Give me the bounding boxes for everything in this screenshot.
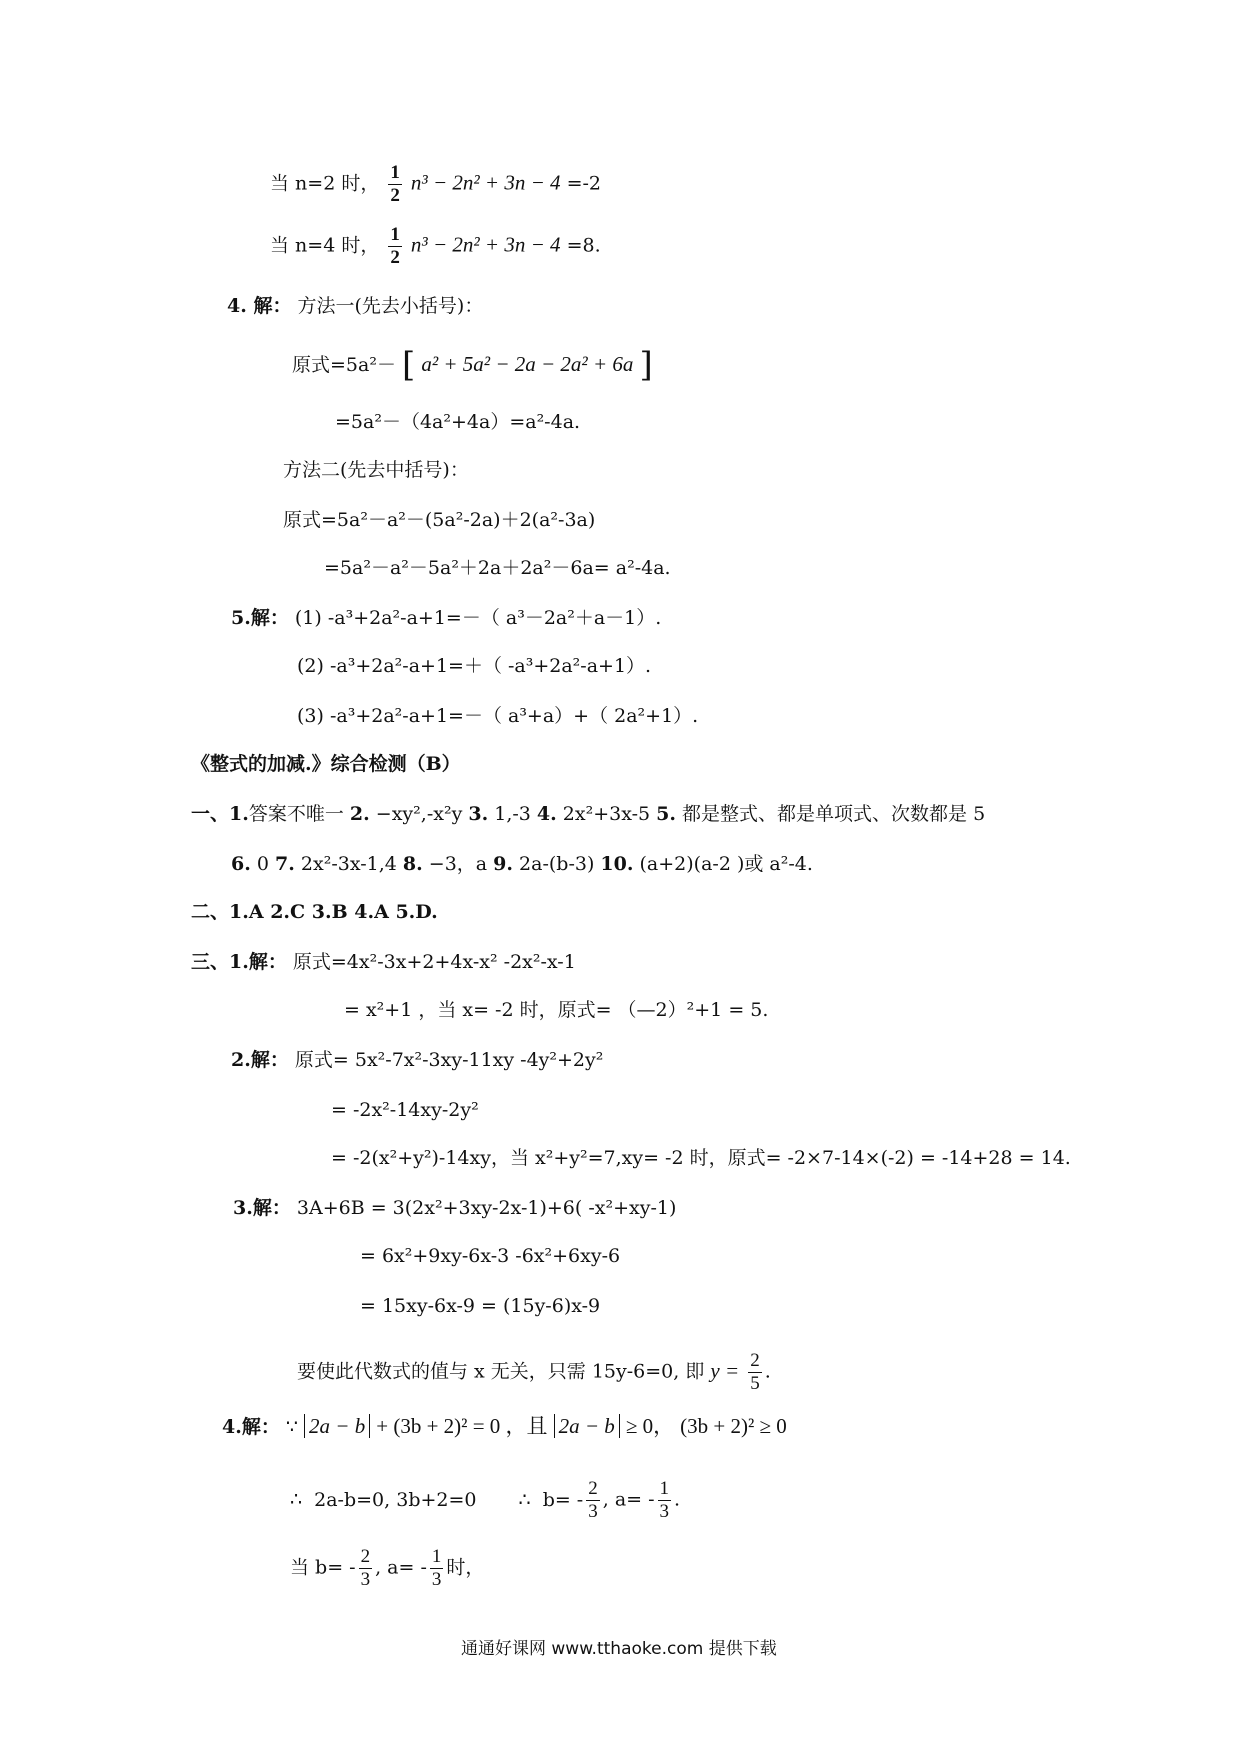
answer-4-method-2-step-2: =5a²－a²－5a²＋2a＋2a²－6a= a²-4a.: [324, 557, 671, 579]
part-3-q1-step-1: 三、1.解： 原式=4x²-3x+2+4x-x² -2x²-x-1: [191, 951, 576, 973]
answer-4-method-2-step-1: 原式=5a²－a²－(5a²-2a)＋2(a²-3a): [283, 509, 596, 531]
part-3-q2-step-2: = -2x²-14xy-2y²: [331, 1099, 479, 1121]
absolute-value: 2a − b: [554, 1414, 620, 1438]
page-footer: 通通好课网 www.tthaoke.com 提供下载: [461, 1639, 777, 1659]
answer-4-method-1-step-2: =5a²－（4a²+4a）=a²-4a.: [335, 411, 581, 433]
answer-4-method-2-heading: 方法二(先去中括号)：: [283, 459, 469, 481]
answer-5-part-3: (3) -a³+2a²-a+1=－（ a³+a）+（ 2a²+1）.: [297, 705, 699, 727]
section-heading: 《整式的加减.》综合检测（B）: [191, 753, 461, 775]
fraction-two-thirds: $\frac{2}{3}$: [360, 1546, 371, 1590]
fraction-one-third: $\frac{1}{3}$: [659, 1478, 670, 1522]
part-3-q4-therefore: ∴ 2a-b=0, 3b+2=0 ∴ b= - $\frac{2}{3}$ , a= - $\frac{1}{3}$ .: [290, 1478, 681, 1522]
answer-4-method-1-heading: 4. 解： 方法一(先去小括号)：: [227, 295, 484, 317]
answer-3-line-n2: 当 n=2 时， $\frac{1}{2}$ n³ − 2n² + 3n − 4 =-2: [270, 162, 602, 206]
fraction-two-thirds: $\frac{2}{3}$: [588, 1478, 598, 1522]
part-2-answers: 二、1.A 2.C 3.B 4.A 5.D.: [191, 901, 438, 923]
because-symbol: ∵: [285, 1416, 298, 1438]
part-3-q4-given: 4.解： ∵ 2a − b + (3b + 2)² = 0 ，且 2a − b ≥ 0， (3b + 2)² ≥ 0: [222, 1414, 787, 1438]
fraction-one-half: $\frac{1}{2}$: [390, 162, 400, 206]
absolute-value: 2a − b: [304, 1414, 370, 1438]
answer-3-line-n4: 当 n=4 时， $\frac{1}{2}$ n³ − 2n² + 3n − 4 =8.: [270, 224, 601, 268]
part-3-q3-step-1: 3.解： 3A+6B = 3(2x²+3xy-2x-1)+6( -x²+xy-1): [233, 1197, 677, 1219]
therefore-symbol: ∴: [290, 1488, 303, 1511]
answer-4-method-1-step-1: 原式=5a²－ [ a² + 5a² − 2a − 2a² + 6a ]: [292, 345, 653, 385]
part-1-answers-line-1: 一、1.答案不唯一 2. −xy²,-x²y 3. 1,-3 4. 2x²+3x-5 5. 都是整式、都是单项式、次数都是 5: [191, 803, 986, 825]
fraction-one-half: $\frac{1}{2}$: [390, 224, 400, 268]
part-3-q4-when: 当 b= - $\frac{2}{3}$ , a= - $\frac{1}{3}$ 时，: [290, 1546, 485, 1590]
part-1-answers-line-2: 6. 0 7. 2x²-3x-1,4 8. −3，a 9. 2a-(b-3) 10. (a+2)(a-2 )或 a²-4.: [231, 853, 813, 875]
part-3-q3-conclusion: 要使此代数式的值与 x 无关，只需 15y-6=0, 即 y = $\frac{2}{5}$ .: [297, 1350, 771, 1394]
therefore-symbol: ∴: [518, 1488, 531, 1511]
part-3-q1-step-2: = x²+1 ，当 x= -2 时，原式= （—2）²+1 = 5.: [344, 999, 769, 1021]
part-3-q3-step-2: = 6x²+9xy-6x-3 -6x²+6xy-6: [360, 1245, 621, 1267]
part-3-q3-step-3: = 15xy-6x-9 = (15y-6)x-9: [360, 1295, 601, 1317]
answer-5-part-2: (2) -a³+2a²-a+1=＋（ -a³+2a²-a+1）.: [297, 655, 652, 677]
part-3-q2-step-3: = -2(x²+y²)-14xy，当 x²+y²=7,xy= -2 时，原式= -2×7-14×(-2) = -14+28 = 14.: [331, 1147, 1071, 1169]
fraction-two-fifths: $\frac{2}{5}$: [750, 1350, 760, 1394]
fraction-one-third: $\frac{1}{3}$: [431, 1546, 442, 1590]
answer-5-part-1: 5.解： (1) -a³+2a²-a+1=－（ a³－2a²＋a－1）.: [231, 607, 662, 629]
part-3-q2-step-1: 2.解： 原式= 5x²-7x²-3xy-11xy -4y²+2y²: [231, 1049, 604, 1071]
